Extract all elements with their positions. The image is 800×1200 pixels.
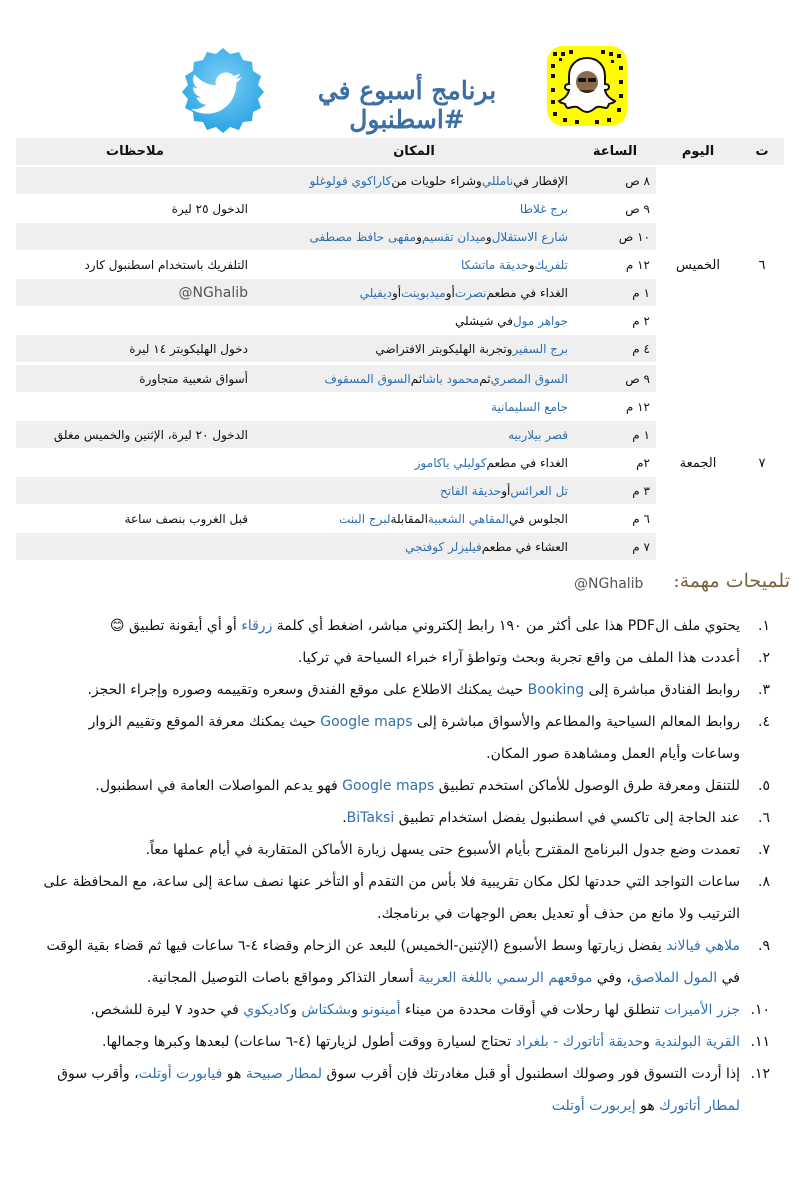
text-fragment: وتجربة الهليكوبتر الافتراضي (375, 341, 513, 356)
link[interactable]: ملاهي فيالاند (666, 938, 740, 954)
tip-number: ٥. (758, 778, 770, 794)
table-header (16, 138, 784, 167)
table-row (16, 365, 656, 393)
text-fragment: الغداء في مطعم (486, 285, 568, 300)
link[interactable]: كاراكوي قولوغلو (309, 173, 392, 188)
link[interactable]: حديقة الفاتح (440, 483, 502, 498)
tip-text (40, 834, 740, 866)
time-cell: ١ م (632, 427, 650, 442)
link[interactable]: ميدبوينت (401, 285, 446, 300)
tip-item (40, 866, 770, 930)
text-fragment: أعددت هذا الملف من واقع تجربة وبحث وتواطؤ آراء خبراء السياحة في تركيا. (297, 650, 740, 666)
tip-text (40, 866, 740, 930)
day-rows (16, 167, 656, 363)
tip-number: ٧. (758, 842, 770, 858)
tip-number: ١١. (750, 1034, 770, 1050)
link[interactable]: كاديكوي (243, 1002, 291, 1018)
tip-item (40, 674, 770, 706)
tip-number: ٩. (758, 938, 770, 954)
tip-item (40, 1058, 770, 1122)
link[interactable]: زرقاء (241, 618, 273, 634)
link[interactable]: برج غلاطا (519, 201, 568, 216)
tip-text (40, 706, 740, 770)
link[interactable]: السوق المسقوف (324, 371, 411, 386)
link[interactable]: لمطار صبيحة (245, 1066, 323, 1082)
notes-cell (16, 533, 254, 560)
place-cell (254, 251, 574, 278)
notes-cell: الدخول ٢٠ ليرة، الإثنين والخميس مغلق (53, 427, 248, 442)
link[interactable]: جزر الأميرات (664, 1002, 740, 1018)
tips-heading: تلميحات مهمة: (673, 570, 790, 592)
table-row (16, 505, 656, 533)
link[interactable]: BiTaksi (346, 810, 395, 826)
text-fragment: أسعار التذاكر ومواقع باصات التوصيل المجانية. (147, 970, 419, 986)
text-fragment: الإفطار في (513, 173, 568, 188)
tip-number: ٣. (758, 682, 770, 698)
link[interactable]: السوق المصري (490, 371, 568, 386)
tip-number: ١٠. (750, 1002, 770, 1018)
snapchat-snapcode-icon[interactable] (545, 44, 629, 128)
table-row (16, 477, 656, 505)
table-row (16, 533, 656, 561)
place-cell (254, 449, 574, 476)
text-fragment: ثم (479, 371, 491, 386)
link[interactable]: محمود باشا (422, 371, 480, 386)
time-cell: ١٢ م (625, 399, 650, 414)
tip-item (40, 610, 770, 642)
link[interactable]: Booking (527, 682, 585, 698)
tip-text (40, 770, 740, 802)
text-fragment: روابط الفنادق مباشرة إلى (584, 682, 740, 698)
notes-cell (16, 393, 254, 420)
notes-cell: دخول الهليكوبتر ١٤ ليرة (129, 341, 248, 356)
text-fragment: عند الحاجة إلى تاكسي في اسطنبول يفضل استخدام تطبيق (394, 810, 740, 826)
notes-cell: قبل الغروب بنصف ساعة (124, 511, 248, 526)
text-fragment: تنطلق لها رحلات في أوقات محددة من ميناء (400, 1002, 665, 1018)
table-row (16, 449, 656, 477)
table-row (16, 195, 656, 223)
link[interactable]: مقهى حافظ مصطفى (309, 229, 417, 244)
link[interactable]: قصر بيلاربيه (508, 427, 568, 442)
text-fragment: تحتاج لسيارة ووقت أطول لزيارتها (٤-٦ ساعات) لبعدها وكبرها وجمالها. (102, 1034, 516, 1050)
table-row (16, 223, 656, 251)
tips-list (40, 610, 770, 1122)
notes-cell (16, 307, 254, 334)
tip-item (40, 642, 770, 674)
table-row (16, 251, 656, 279)
place-cell (254, 195, 574, 222)
link[interactable]: المول الملاصق (630, 970, 718, 986)
tip-item (40, 706, 770, 770)
link[interactable]: تل العرائس (510, 483, 568, 498)
time-cell: ٧ م (632, 539, 650, 554)
text-fragment: إذا أردت التسوق فور وصولك اسطنبول أو قبل مغادرتك فإن أقرب سوق (322, 1066, 740, 1082)
notes-cell: الدخول ٢٥ ليرة (171, 201, 248, 216)
tip-number: ١٢. (750, 1066, 770, 1082)
text-fragment: أو أي أيقونة تطبيق 😊 (109, 618, 242, 634)
text-fragment: و (485, 229, 492, 244)
time-cell: ٢ م (632, 313, 650, 328)
time-cell: ٨ ص (625, 173, 650, 188)
tip-item (40, 930, 770, 994)
link[interactable]: لبرج البنت (339, 511, 391, 526)
text-fragment: و (416, 229, 422, 244)
tip-item (40, 994, 770, 1026)
tip-text (40, 1026, 740, 1058)
place-cell (254, 279, 574, 306)
col-header-place: المكان (393, 144, 435, 159)
time-cell: ٦ م (632, 511, 650, 526)
tip-number: ٨. (758, 874, 770, 890)
tip-text (40, 802, 740, 834)
time-cell: ٣ م (632, 483, 650, 498)
notes-cell (16, 223, 254, 250)
time-cell: ١٠ ص (618, 229, 650, 244)
text-fragment: حيث يمكنك الاطلاع على موقع الفندق وسعره وتقييمه وصوره وإجراء الحجز. (87, 682, 528, 698)
link[interactable]: نصرت (454, 285, 487, 300)
table-row (16, 393, 656, 421)
text-fragment: حيث يمكنك معرفة الموقع وتقييم الزوار وساعات وأيام العمل ومشاهدة صور المكان. (88, 714, 740, 762)
day-name-cell: الجمعة (656, 365, 740, 561)
link[interactable]: المقاهي الشعبية (427, 511, 509, 526)
table-row (16, 307, 656, 335)
time-cell: ٢م (636, 455, 650, 470)
page-title: برنامج أسبوع في #اسطنبول (317, 76, 497, 134)
tip-number: ٦. (758, 810, 770, 826)
text-fragment: . (342, 810, 347, 826)
text-fragment: للتنقل ومعرفة طرق الوصول للأماكن استخدم تطبيق (434, 778, 740, 794)
link[interactable]: كوليلي ياكاموز (414, 455, 487, 470)
author-handle[interactable]: @NGhalib (574, 576, 644, 592)
place-cell (254, 365, 574, 392)
link[interactable]: حديقة أتاتورك - بلغراد (515, 1034, 644, 1050)
col-header-notes: ملاحظات (106, 144, 164, 159)
time-cell: ١٢ م (625, 257, 650, 272)
text-fragment: هو (222, 1066, 246, 1082)
link[interactable]: جواهر مول (512, 313, 568, 328)
table-row (16, 421, 656, 449)
tip-number: ٤. (758, 714, 770, 730)
link[interactable]: Google maps (320, 714, 413, 730)
text-fragment: و (351, 1002, 363, 1018)
tip-item (40, 1026, 770, 1058)
day-group (16, 365, 784, 563)
link[interactable]: أمينونو (362, 1002, 401, 1018)
link[interactable]: فيابورت أوتلت (138, 1066, 223, 1082)
schedule-table (16, 138, 784, 563)
text-fragment: وشراء حلويات من (391, 173, 482, 188)
link[interactable]: برج السفير (512, 341, 568, 356)
link[interactable]: القرية البولندية (654, 1034, 740, 1050)
tip-text (40, 642, 740, 674)
link[interactable]: موقعهم الرسمي باللغة العربية (418, 970, 593, 986)
place-cell (254, 167, 574, 194)
text-fragment: ثم (410, 371, 423, 386)
col-header-index: ت (755, 144, 769, 159)
text-fragment: ، وفي (592, 970, 631, 986)
notes-cell: التلفريك باستخدام اسطنبول كارد (84, 257, 248, 272)
tip-text (40, 930, 740, 994)
text-fragment: و (290, 1002, 302, 1018)
tip-text (40, 1058, 740, 1122)
link[interactable]: ديفيلي (359, 285, 392, 300)
tip-number: ١. (758, 618, 770, 634)
link[interactable]: Google maps (342, 778, 435, 794)
text-fragment: العشاء في مطعم (481, 539, 568, 554)
notes-cell: @NGhalib (178, 284, 248, 301)
time-cell: ٩ ص (625, 371, 650, 386)
link[interactable]: بشكتاش (301, 1002, 352, 1018)
link[interactable]: جامع السليمانية (491, 399, 568, 414)
tip-item (40, 770, 770, 802)
text-fragment: يحتوي ملف الPDF هذا على أكثر من ١٩٠ رابط إلكتروني مباشر، اضغط أي كلمة (272, 618, 740, 634)
link[interactable]: إيربورت أوتلت (551, 1098, 636, 1114)
tip-text (40, 994, 740, 1026)
link[interactable]: لمطار أتاتورك (659, 1098, 740, 1114)
day-group (16, 167, 784, 365)
link[interactable]: تلفريك (534, 257, 568, 272)
table-row (16, 335, 656, 363)
text-fragment: يفضل زيارتها وسط الأسبوع (الإثنين-الخميس) للبعد عن الزحام وقضاء ٤-٦ ساعات فيها ثم قضاء بقية الوقت في (46, 938, 740, 986)
time-cell: ١ م (632, 285, 650, 300)
place-cell (254, 533, 574, 560)
notes-cell (16, 449, 254, 476)
tip-text (40, 674, 740, 706)
table-row (16, 279, 656, 307)
text-fragment: أو (501, 483, 511, 498)
text-fragment: المقابلة (390, 511, 428, 526)
place-cell (254, 421, 574, 448)
place-cell (254, 223, 574, 250)
link[interactable]: حديقة ماتشكا (460, 257, 529, 272)
notes-cell: أسواق شعبية متجاورة (139, 371, 248, 386)
place-cell (254, 477, 574, 504)
link[interactable]: ميدان تقسيم (421, 229, 486, 244)
link[interactable]: شارع الاستقلال (491, 229, 568, 244)
time-cell: ٩ ص (625, 201, 650, 216)
notes-cell (16, 167, 254, 194)
text-fragment: و (528, 257, 535, 272)
tip-item (40, 834, 770, 866)
place-cell (254, 505, 574, 532)
table-row (16, 167, 656, 195)
col-header-time: الساعة (592, 144, 638, 159)
text-fragment: ، وأقرب سوق (57, 1066, 139, 1082)
day-index-cell: ٧ (740, 365, 784, 561)
text-fragment: أو (445, 285, 455, 300)
tip-item (40, 802, 770, 834)
day-name-cell: الخميس (656, 167, 740, 363)
twitter-bird-icon[interactable] (178, 45, 268, 135)
text-fragment: ساعات التواجد التي حددتها لكل مكان تقريبية فلا بأس من التقدم أو التأخر عنها نصف ساعة إلى ساعة، مع المحافظة على الترتيب ولا مانع من حذف أو تعديل بعض الوجهات في برنامجك. (43, 874, 740, 922)
text-fragment: الجلوس في (508, 511, 568, 526)
text-fragment: تعمدت وضع جدول البرنامج المقترح بأيام الأسبوع حتى يسهل زيارة الأماكن المتقاربة في أيام عملها معاً. (145, 842, 740, 858)
link[interactable]: نامللي (481, 173, 514, 188)
place-cell (254, 335, 574, 362)
tip-text (40, 610, 740, 642)
notes-cell (16, 477, 254, 504)
place-cell (254, 307, 574, 334)
time-cell: ٤ م (632, 341, 650, 356)
place-cell (254, 393, 574, 420)
text-fragment: أو (391, 285, 402, 300)
text-fragment: هو (635, 1098, 660, 1114)
header (0, 0, 800, 138)
text-fragment: الغداء في مطعم (486, 455, 568, 470)
day-rows (16, 365, 656, 561)
col-header-day: اليوم (681, 144, 715, 159)
tip-number: ٢. (758, 650, 770, 666)
text-fragment: و (643, 1034, 655, 1050)
day-index-cell: ٦ (740, 167, 784, 363)
text-fragment: في حدود ٧ ليرة للشخص. (90, 1002, 244, 1018)
text-fragment: روابط المعالم السياحية والمطاعم والأسواق مباشرة إلى (412, 714, 740, 730)
text-fragment: في شيشلي (455, 313, 513, 328)
link[interactable]: فيليزلر كوفتجي (405, 539, 482, 554)
text-fragment: فهو يدعم المواصلات العامة في اسطنبول. (95, 778, 343, 794)
